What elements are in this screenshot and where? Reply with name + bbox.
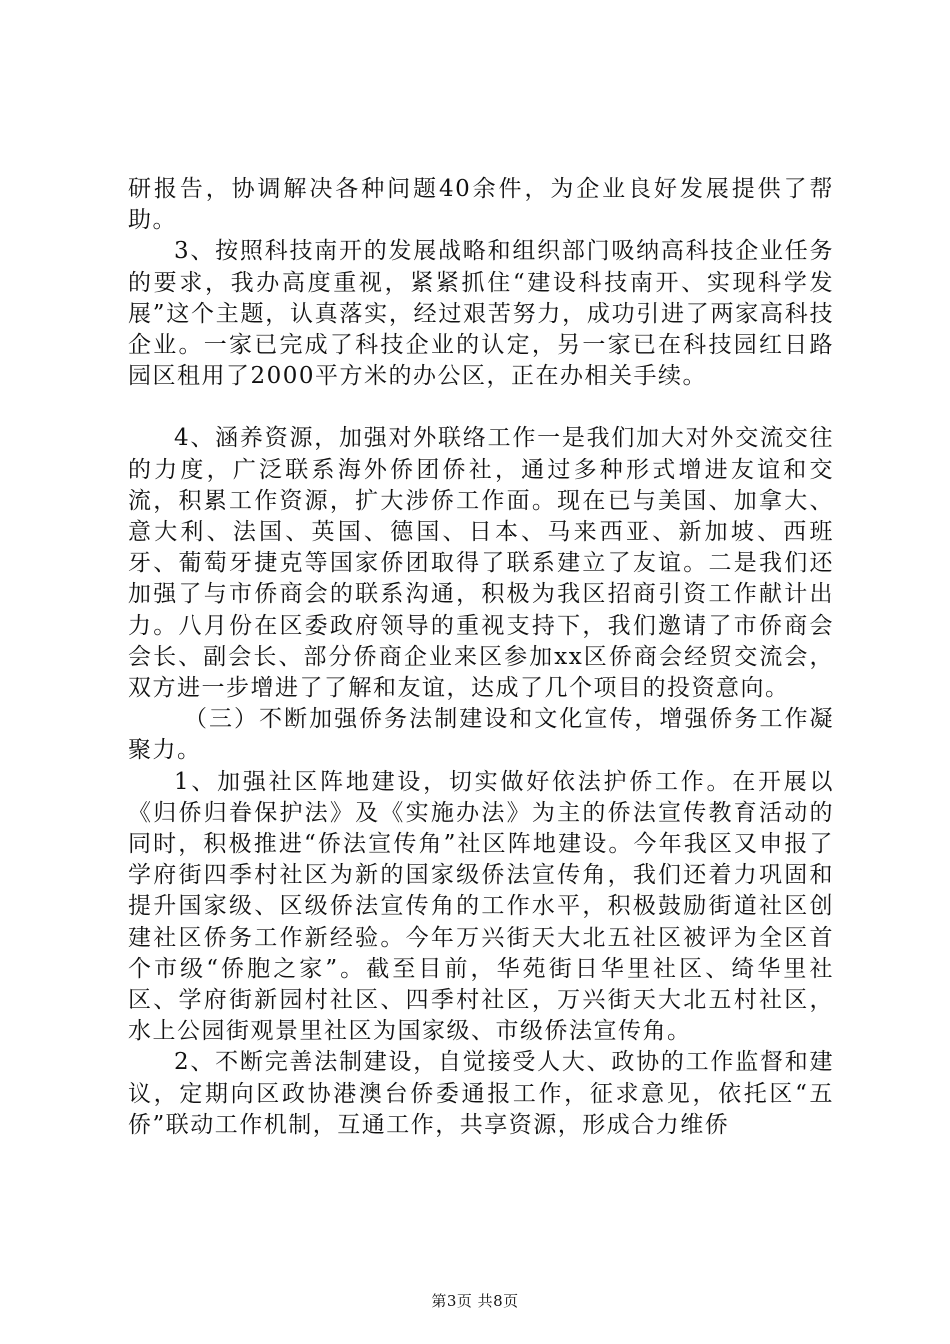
paragraph-item-1: 1、加强社区阵地建设，切实做好依法护侨工作。在开展以《归侨归眷保护法》及《实施办法》为主的侨法宣传教育活动的同时，积极推进“侨法宣传角”社区阵地建设。今年我区又申报了学府街四季村社区为新的国家级侨法宣传角，我们还着力巩固和提升国家级、区级侨法宣传角的工作水平，积极鼓励街道社区创建社区侨务工作新经验。今年万兴街天大北五社区被评为全区首个市级“侨胞之家”。截至目前，华苑街日华里社区、绮华里社区、学府街新园村社区、四季村社区，万兴街天大北五村社区，水上公园街观景里社区为国家级、市级侨法宣传角。: [128, 768, 834, 1045]
paragraph-continuation: 研报告，协调解决各种问题40余件，为企业良好发展提供了帮助。: [128, 176, 834, 234]
paragraph-item-2: 2、不断完善法制建设，自觉接受人大、政协的工作监督和建议，定期向区政协港澳台侨委通报工作，征求意见，依托区“五侨”联动工作机制，互通工作，共享资源，形成合力维侨: [128, 1049, 834, 1138]
page-number-footer: 第3页 共8页: [431, 1292, 519, 1310]
document-body: [128, 174, 834, 1141]
section-heading-3: （三）不断加强侨务法制建设和文化宣传，增强侨务工作凝聚力。: [128, 706, 834, 764]
paragraph-item-3: 3、按照科技南开的发展战略和组织部门吸纳高科技企业任务的要求，我办高度重视，紧紧抓住“建设科技南开、实现科学发展”这个主题，认真落实，经过艰苦努力，成功引进了两家高科技企业。一家已完成了科技企业的认定，另一家已在科技园红日路园区租用了2000平方米的办公区，正在办相关手续。: [128, 238, 834, 390]
paragraph-item-4: 4、涵养资源，加强对外联络工作一是我们加大对外交流交往的力度，广泛联系海外侨团侨社，通过多种形式增进友谊和交流，积累工作资源，扩大涉侨工作面。现在已与美国、加拿大、意大利、法国、英国、德国、日本、马来西亚、新加坡、西班牙、葡萄牙捷克等国家侨团取得了联系建立了友谊。二是我们还加强了与市侨商会的联系沟通，积极为我区招商引资工作献计出力。八月份在区委政府领导的重视支持下，我们邀请了市侨商会会长、副会长、部分侨商企业来区参加xx区侨商会经贸交流会，双方进一步增进了了解和友谊，达成了几个项目的投资意向。: [128, 425, 834, 702]
